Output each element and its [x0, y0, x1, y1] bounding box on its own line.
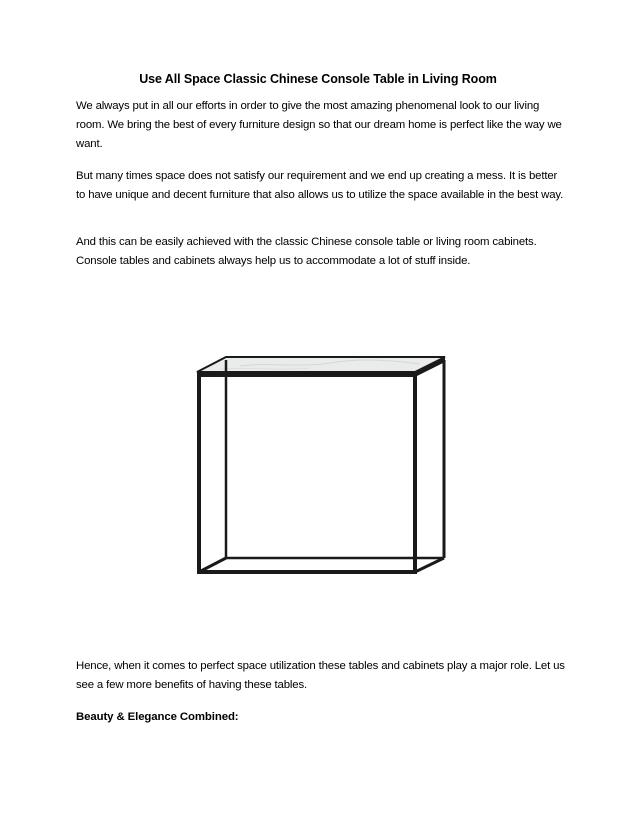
- page-title: Use All Space Classic Chinese Console Table in Living Room: [139, 72, 497, 86]
- section-heading: Beauty & Elegance Combined:: [76, 711, 239, 723]
- paragraph-intro: We always put in all our efforts in order to give the most amazing phenomenal look to our living room. We bring the best of every furniture design so that our dream home is perfect like the way we want.: [76, 100, 562, 150]
- console-table-image: [180, 340, 460, 610]
- paragraph-console-table: And this can be easily achieved with the classic Chinese console table or living room cabinets. Console tables and cabinets always help us to accommodate a lot of stuff inside.: [76, 236, 537, 267]
- bottom-right-side-rail: [415, 558, 444, 572]
- paragraph-benefits: Hence, when it comes to perfect space utilization these tables and cabinets play a major role. Let us see a few more benefits of having these tables.: [76, 660, 565, 691]
- bottom-left-side-rail: [199, 558, 226, 572]
- front-apron: [197, 372, 415, 377]
- paragraph-space: But many times space does not satisfy our requirement and we end up creating a mess. It is better to have unique and decent furniture that also allows us to utilize the space available in the best way.: [76, 170, 564, 201]
